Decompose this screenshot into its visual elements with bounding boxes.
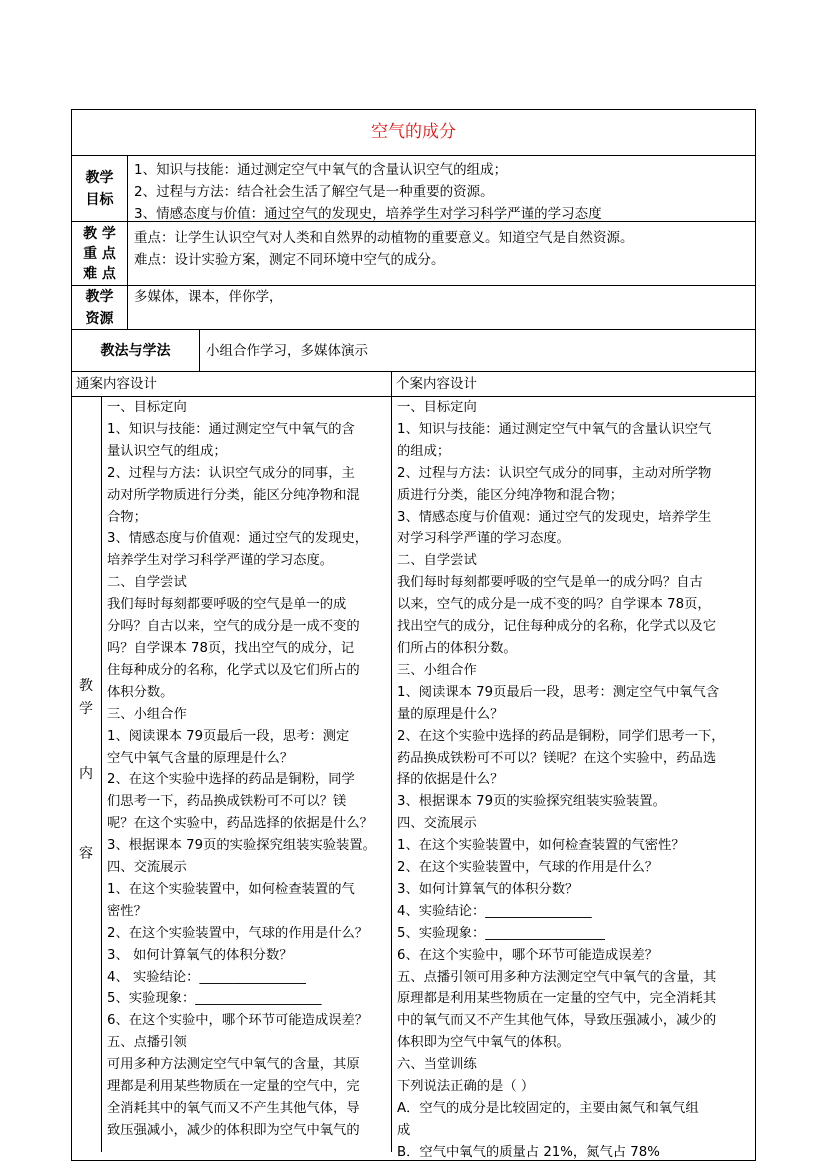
content-line: 动对所学物质进行分类，能区分纯净物和混 <box>107 487 360 503</box>
content-line: 二、自学尝试 <box>107 575 187 591</box>
content-line: 6、在这个实验中，哪个环节可能造成误差？ <box>107 1013 369 1029</box>
keypoint-item: 重点：让学生认识空气对人类和自然界的动植物的重要意义。知道空气是自然资源。 <box>134 230 634 246</box>
content-line: 5、实验现象：__________________ <box>397 925 605 941</box>
content-line: 理都是利用某些物质在一定量的空气中，完 <box>107 1079 360 1095</box>
general-design-content <box>102 397 392 1152</box>
content-line: 一、目标定向 <box>397 400 477 415</box>
content-line: 对学习科学严谨的学习态度。 <box>397 531 570 547</box>
content-body <box>72 397 755 1160</box>
content-line: B．空气中氧气的质量占 21%，氮气占 78% <box>397 1144 660 1160</box>
resources-content: 多媒体，课本，伴你学， <box>134 289 283 305</box>
keypoint-item: 难点：设计实验方案，测定不同环境中空气的成分。 <box>134 252 445 268</box>
content-line: 中的氧气而又不产生其他气体，导致压强减小，减少的 <box>397 1013 717 1029</box>
content-line: 五、点播引领 <box>107 1035 187 1051</box>
goals-row <box>72 156 755 222</box>
individual-design-content <box>392 397 755 1160</box>
content-line: 二、自学尝试 <box>397 553 477 569</box>
content-line: 成 <box>397 1122 411 1138</box>
general-design-header: 通案内容设计 <box>72 372 392 396</box>
content-line: 呢？在这个实验中，药品选择的依据是什么？ <box>107 816 373 832</box>
content-line: 择的依据是什么？ <box>397 772 504 788</box>
content-line: A．空气的成分是比较固定的，主要由氮气和氧气组 <box>397 1101 699 1116</box>
design-headers <box>72 372 755 397</box>
goal-item: 1、知识与技能：通过测定空气中氧气的含量认识空气的组成； <box>134 162 508 178</box>
content-line: 1、知识与技能：通过测定空气中氧气的含 <box>107 421 355 437</box>
content-line: 3、情感态度与价值观：通过空气的发现史， <box>107 531 369 547</box>
content-line: 3、 如何计算氧气的体积分数？ <box>107 947 293 963</box>
content-line: 3、根据课本 79页的实验探究组装实验装置。 <box>397 794 666 810</box>
side-char: 容 <box>79 846 93 862</box>
content-line: 2、过程与方法：认识空气成分的同事，主 <box>107 465 355 481</box>
side-char: 学 <box>79 701 93 717</box>
goal-item: 3、情感态度与价值：通过空气的发现史，培养学生对学习科学严谨的学习态度 <box>134 206 602 222</box>
content-line: 合物； <box>107 509 147 525</box>
content-line: 致压强减小，减少的体积即为空气中氧气的 <box>107 1122 360 1138</box>
content-line: 住每种成分的名称，化学式以及它们所占的 <box>107 662 360 678</box>
goals-label: 教学 目标 <box>72 156 128 221</box>
content-line: 下列说法正确的是（ ） <box>397 1079 535 1095</box>
content-line: 们思考一下，药品换成铁粉可不可以？镁 <box>107 794 347 810</box>
content-line: 的组成； <box>397 443 451 459</box>
content-line: 2、在这个实验中选择的药品是铜粉，同学们思考一下， <box>397 728 725 744</box>
content-line: 们所占的体积分数。 <box>397 640 517 656</box>
content-line: 我们每时每刻都要呼吸的空气是单一的成分吗？自古 <box>397 575 703 591</box>
keypoints-content <box>128 222 755 285</box>
content-line: 4、实验结论：________________ <box>397 903 592 919</box>
content-line: 2、在这个实验装置中，气球的作用是什么？ <box>397 860 659 876</box>
individual-design-header: 个案内容设计 <box>396 376 477 392</box>
content-line: 一、目标定向 <box>107 400 187 415</box>
methods-label: 教法与学法 <box>72 330 200 371</box>
side-char: 教 <box>79 678 93 694</box>
resources-row <box>72 286 755 330</box>
content-line: 质进行分类，能区分纯净物和混合物； <box>397 487 624 503</box>
content-line: 全消耗其中的氧气而又不产生其他气体，导 <box>107 1101 360 1116</box>
content-line: 培养学生对学习科学严谨的学习态度。 <box>107 553 334 569</box>
content-line: 3、如何计算氧气的体积分数？ <box>397 881 579 897</box>
content-line: 可用多种方法测定空气中氧气的含量，其原 <box>107 1057 360 1073</box>
keypoints-label: 教 学 重 点 难 点 <box>72 222 128 285</box>
content-line: 1、阅读课本 79页最后一段，思考：测定 <box>107 728 350 744</box>
methods-row <box>72 330 755 372</box>
content-line: 量的原理是什么？ <box>397 706 504 722</box>
content-line: 2、过程与方法：认识空气成分的同事，主动对所学物 <box>397 465 712 481</box>
goal-item: 2、过程与方法：结合社会生活了解空气是一种重要的资源。 <box>134 184 494 200</box>
content-line: 原理都是利用某些物质在一定量的空气中，完全消耗其 <box>397 991 717 1007</box>
keypoints-row <box>72 222 755 286</box>
content-line: 3、情感态度与价值观：通过空气的发现史，培养学生 <box>397 509 712 525</box>
content-line: 密性？ <box>107 903 147 919</box>
content-line: 药品换成铁粉可不可以？镁呢？在这个实验中，药品选 <box>397 750 717 766</box>
content-line: 4、 实验结论：________________ <box>107 969 306 985</box>
content-line: 3、根据课本 79页的实验探究组装实验装置。 <box>107 838 376 854</box>
content-line: 1、在这个实验装置中，如何检查装置的气密性？ <box>397 838 685 854</box>
content-line: 空气中氧气含量的原理是什么？ <box>107 750 294 766</box>
content-line: 体积分数。 <box>107 684 174 700</box>
content-line: 六、当堂训练 <box>397 1057 477 1073</box>
content-line: 三、小组合作 <box>397 662 477 678</box>
content-line: 1、知识与技能：通过测定空气中氧气的含量认识空气 <box>397 421 712 437</box>
content-line: 我们每时每刻都要呼吸的空气是单一的成 <box>107 597 347 613</box>
content-line: 6、在这个实验中，哪个环节可能造成误差？ <box>397 947 659 963</box>
goals-content <box>128 156 755 221</box>
content-line: 2、在这个实验装置中，气球的作用是什么？ <box>107 925 369 941</box>
content-line: 吗？自学课本 78页，找出空气的成分，记 <box>107 640 355 656</box>
resources-label: 教学 资源 <box>72 286 128 329</box>
content-line: 1、阅读课本 79页最后一段，思考：测定空气中氧气含 <box>397 684 720 700</box>
content-line: 四、交流展示 <box>107 860 187 876</box>
side-label <box>72 397 102 1152</box>
content-line: 分吗？自古以来，空气的成分是一成不变的 <box>107 619 360 635</box>
methods-content: 小组合作学习，多媒体演示 <box>206 342 368 359</box>
page-title: 空气的成分 <box>72 110 755 156</box>
content-line: 三、小组合作 <box>107 706 187 722</box>
side-char: 内 <box>79 766 93 782</box>
content-line: 5、实验现象：___________________ <box>107 991 322 1007</box>
content-line: 量认识空气的组成； <box>107 443 227 459</box>
content-line: 体积即为空气中氧气的体积。 <box>397 1035 570 1051</box>
content-line: 1、在这个实验装置中，如何检查装置的气 <box>107 881 355 897</box>
content-line: 2、在这个实验中选择的药品是铜粉，同学 <box>107 772 355 788</box>
content-line: 找出空气的成分，记住每种成分的名称，化学式以及它 <box>397 619 717 635</box>
lesson-plan-table <box>71 109 756 1161</box>
content-line: 四、交流展示 <box>397 816 477 832</box>
content-line: 五、点播引领可用多种方法测定空气中氧气的含量，其 <box>397 969 717 985</box>
content-line: 以来，空气的成分是一成不变的吗？自学课本 78页， <box>397 597 711 613</box>
